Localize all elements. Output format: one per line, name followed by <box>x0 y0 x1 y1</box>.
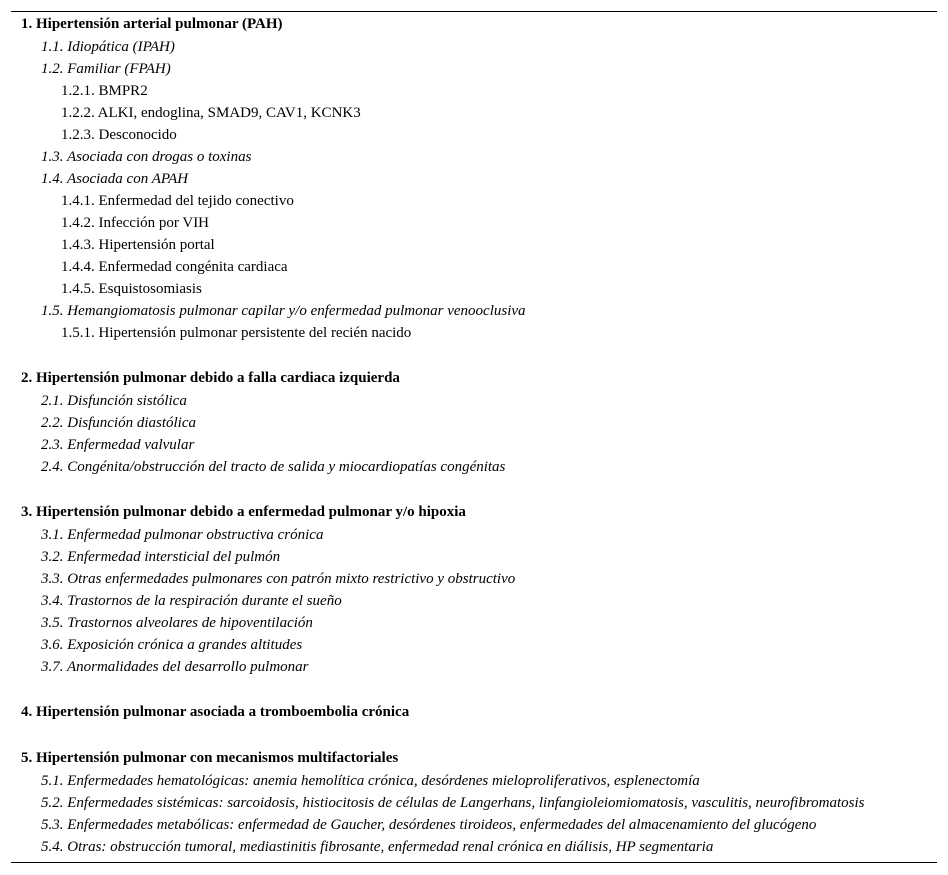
subitem-label: 1.2.3. Desconocido <box>61 127 177 143</box>
item-label: 1.2. Familiar (FPAH) <box>41 61 171 77</box>
item-label: 1.3. Asociada con drogas o toxinas <box>41 149 252 165</box>
item-label: 3.2. Enfermedad intersticial del pulmón <box>41 549 281 565</box>
item-label: 3.4. Trastornos de la respiración durante el sueño <box>41 593 342 609</box>
group-title: 3. Hipertensión pulmonar debido a enfermedad pulmonar y/o hipoxia <box>21 504 466 520</box>
item-label: 1.4. Asociada con APAH <box>41 171 189 187</box>
subitem-label: 1.4.4. Enfermedad congénita cardiaca <box>61 259 288 275</box>
group-title: 4. Hipertensión pulmonar asociada a tromboembolia crónica <box>21 704 410 720</box>
item-label: 1.5. Hemangiomatosis pulmonar capilar y/o enfermedad pulmonar venooclusiva <box>41 303 526 319</box>
item-label: 5.1. Enfermedades hematológicas: anemia hemolítica crónica, desórdenes mieloproliferativos, esplenectomía <box>41 773 700 789</box>
item-label: 2.1. Disfunción sistólica <box>41 393 187 409</box>
subitem-label: 1.2.2. ALKI, endoglina, SMAD9, CAV1, KCNK3 <box>61 105 361 121</box>
classification-table <box>11 11 937 863</box>
group-title: 1. Hipertensión arterial pulmonar (PAH) <box>21 16 283 32</box>
item-label: 1.1. Idiopática (IPAH) <box>41 39 175 55</box>
item-label: 5.3. Enfermedades metabólicas: enfermedad de Gaucher, desórdenes tiroideos, enfermedades del almacenamiento del glucógeno <box>41 817 817 833</box>
item-label: 5.2. Enfermedades sistémicas: sarcoidosis, histiocitosis de células de Langerhans, linfangioleiomiomatosis, vasculitis, neurofibromatosis <box>41 795 865 811</box>
group-title: 2. Hipertensión pulmonar debido a falla cardiaca izquierda <box>21 370 400 386</box>
group-title: 5. Hipertensión pulmonar con mecanismos multifactoriales <box>21 750 399 766</box>
subitem-label: 1.2.1. BMPR2 <box>61 83 148 99</box>
subitem-label: 1.4.3. Hipertensión portal <box>61 237 215 253</box>
item-label: 3.5. Trastornos alveolares de hipoventilación <box>41 615 313 631</box>
item-label: 2.4. Congénita/obstrucción del tracto de salida y miocardiopatías congénitas <box>41 459 506 475</box>
item-label: 3.6. Exposición crónica a grandes altitudes <box>41 637 303 653</box>
subitem-label: 1.4.1. Enfermedad del tejido conectivo <box>61 193 294 209</box>
item-label: 3.7. Anormalidades del desarrollo pulmonar <box>41 659 309 675</box>
subitem-label: 1.4.2. Infección por VIH <box>61 215 210 231</box>
subitem-label: 1.4.5. Esquistosomiasis <box>61 281 202 297</box>
item-label: 5.4. Otras: obstrucción tumoral, mediastinitis fibrosante, enfermedad renal crónica en diálisis, HP segmentaria <box>41 839 714 855</box>
item-label: 3.1. Enfermedad pulmonar obstructiva crónica <box>41 527 324 543</box>
item-label: 2.3. Enfermedad valvular <box>41 437 195 453</box>
item-label: 2.2. Disfunción diastólica <box>41 415 196 431</box>
item-label: 3.3. Otras enfermedades pulmonares con patrón mixto restrictivo y obstructivo <box>41 571 516 587</box>
subitem-label: 1.5.1. Hipertensión pulmonar persistente del recién nacido <box>61 325 412 341</box>
